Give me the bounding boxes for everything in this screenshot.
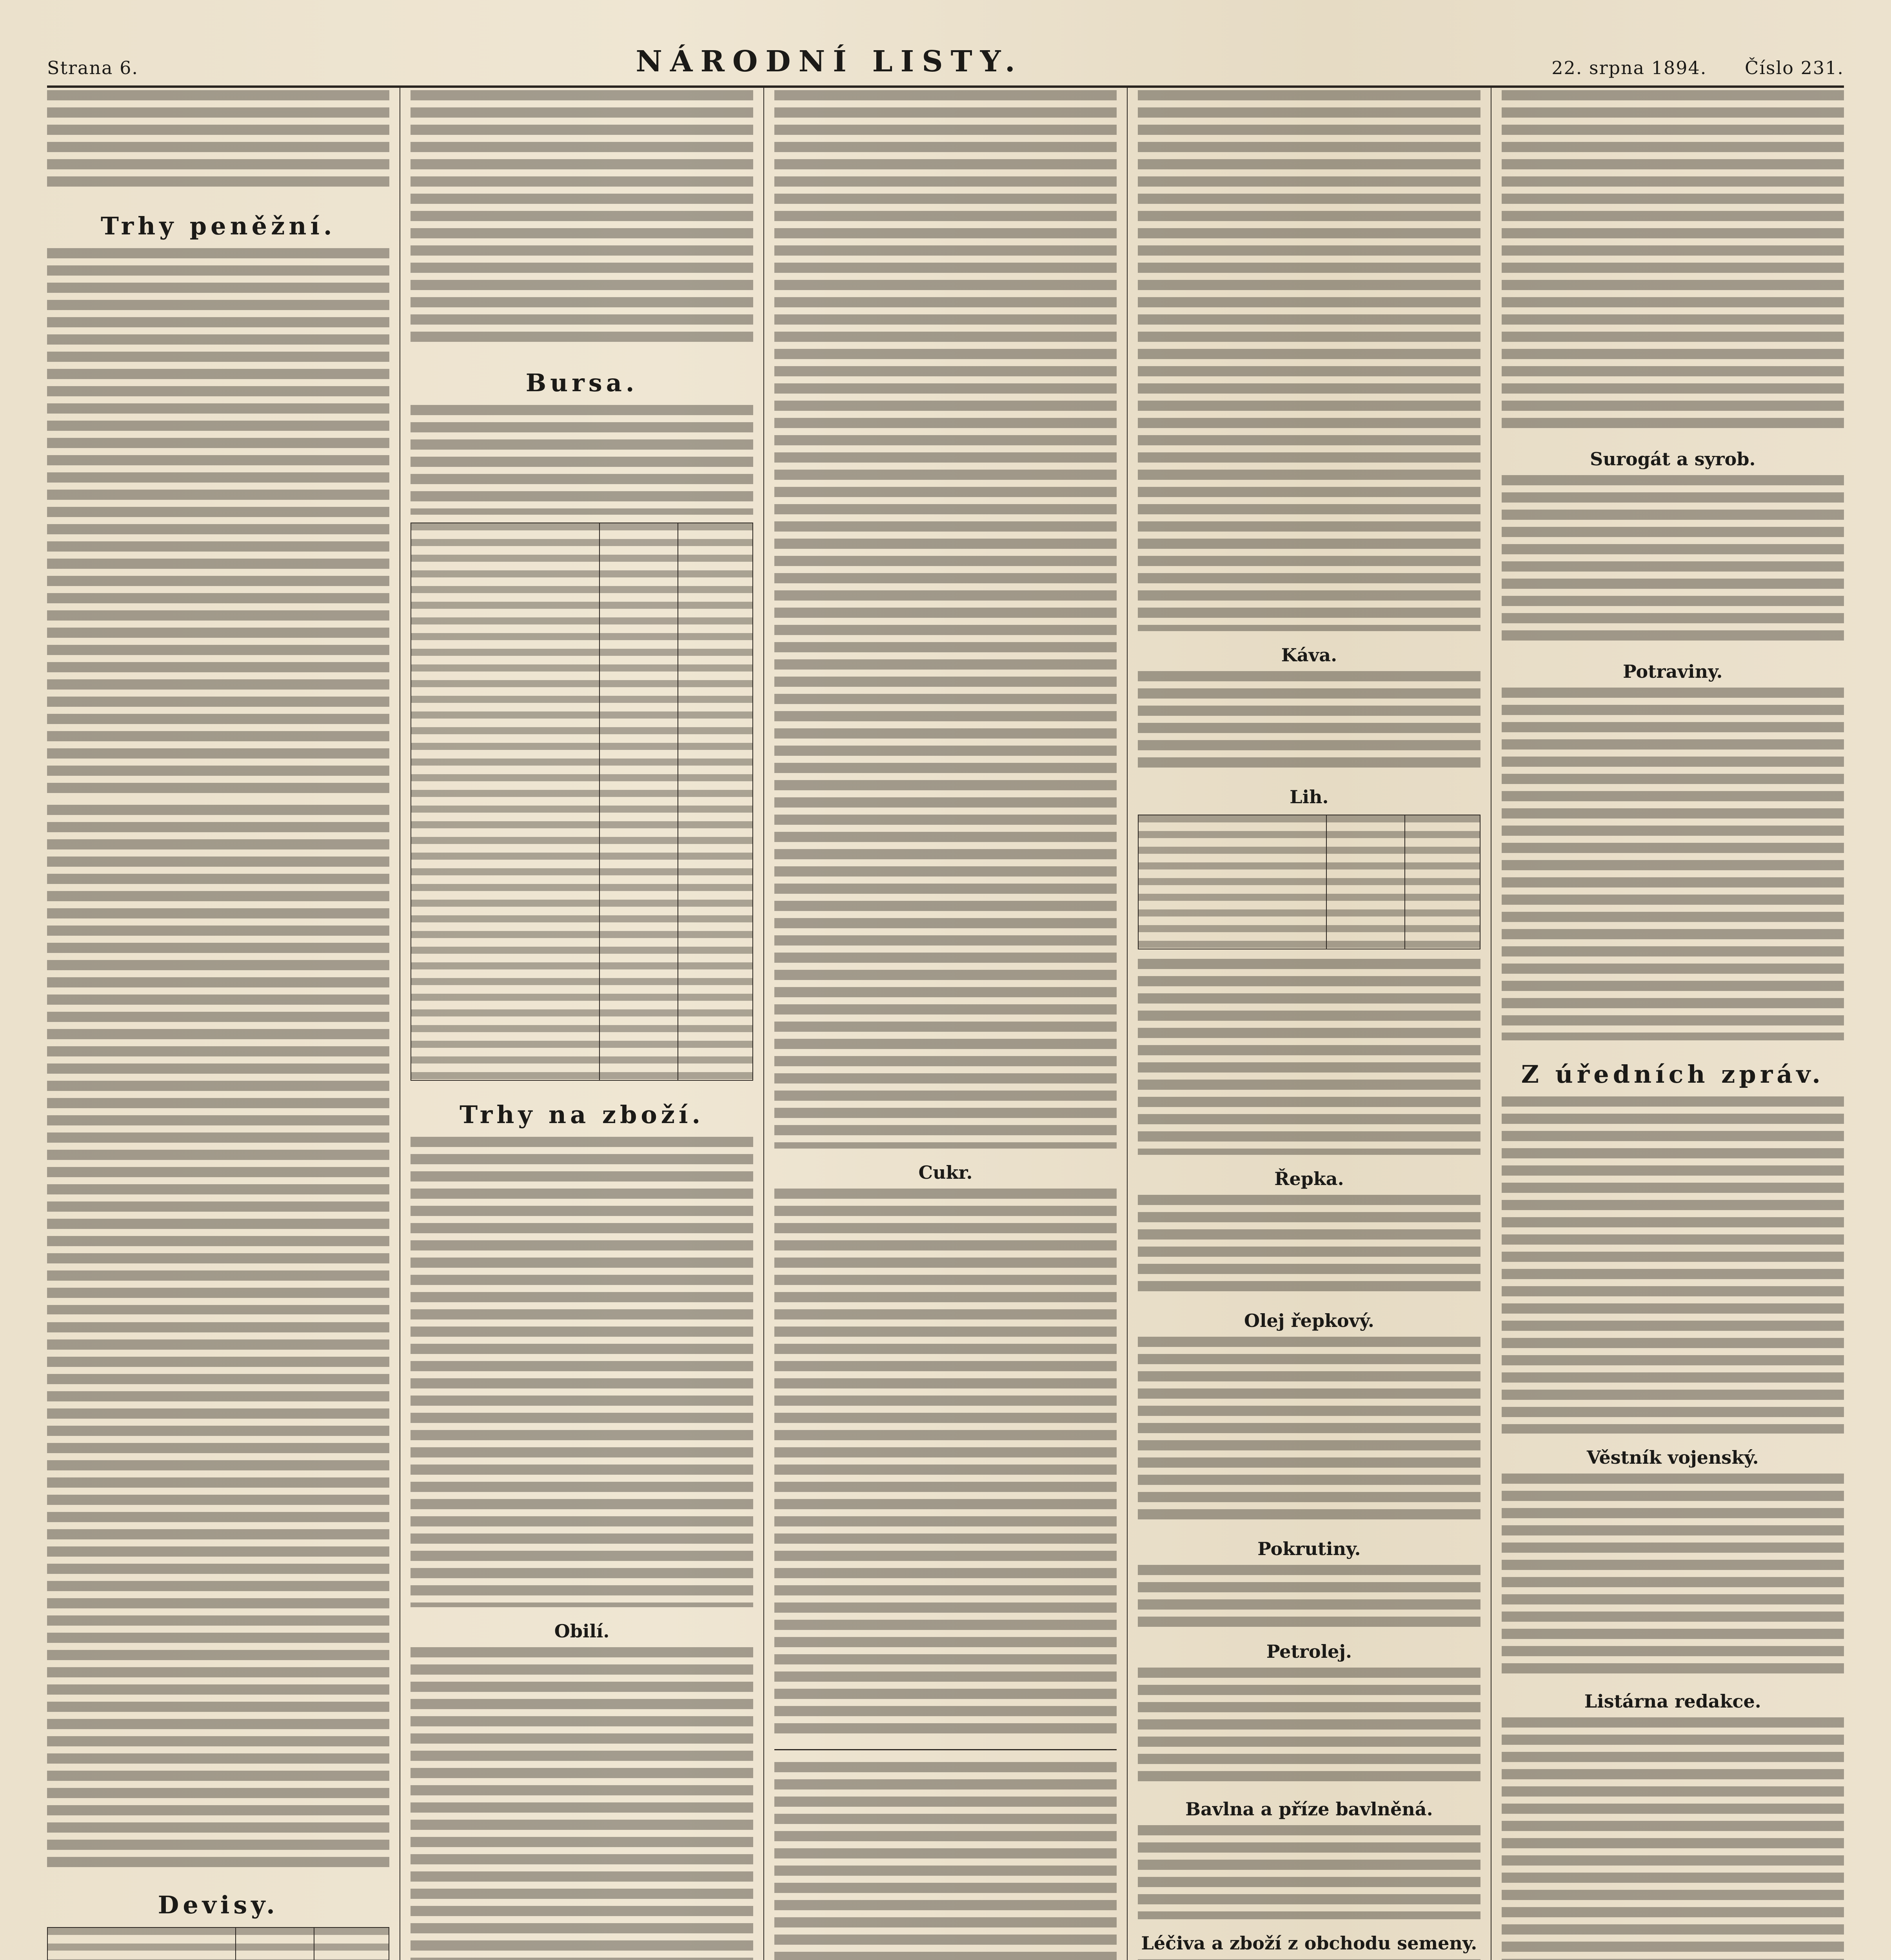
section-heading-devisy: Devisy. <box>158 1891 279 1919</box>
section-heading-trhy-penezni: Trhy peněžní. <box>100 212 336 240</box>
text-block <box>774 1762 1117 1960</box>
section-heading-leciveny: Léčiva a zboží z obchodu semeny. <box>1141 1933 1477 1954</box>
text-block <box>1138 90 1480 631</box>
section-heading-pokrutiny: Pokrutiny. <box>1257 1538 1361 1559</box>
section-heading-repka: Řepka. <box>1274 1168 1344 1189</box>
text-block <box>1502 688 1844 1040</box>
section-heading-obili: Obilí. <box>554 1621 610 1642</box>
divider <box>774 1749 1117 1750</box>
text-block <box>1138 1565 1480 1628</box>
page-number: Strana 6. <box>47 57 138 78</box>
text-block <box>411 90 753 349</box>
column-2 <box>400 86 763 1960</box>
text-block <box>47 90 389 192</box>
text-block <box>1502 1096 1844 1434</box>
masthead-title: NÁRODNÍ LISTY. <box>636 45 1023 78</box>
section-heading-bursa: Bursa. <box>525 368 638 397</box>
text-block <box>1502 475 1844 648</box>
text-block <box>1502 90 1844 435</box>
section-heading-cukr: Cukr. <box>918 1162 973 1183</box>
text-block <box>1138 1668 1480 1785</box>
column-1 <box>47 86 400 1960</box>
issue-date: 22. srpna 1894. <box>1551 57 1707 78</box>
text-block <box>1138 671 1480 773</box>
section-heading-potraviny: Potraviny. <box>1623 661 1723 682</box>
column-4 <box>1127 86 1490 1960</box>
text-block <box>47 1322 389 1871</box>
text-block <box>1138 1825 1480 1919</box>
issue-number: Číslo 231. <box>1745 57 1844 78</box>
section-heading-petrolej: Petrolej. <box>1266 1641 1352 1662</box>
columns <box>47 86 1844 1960</box>
text-block <box>1502 1474 1844 1677</box>
section-heading-vestnik: Věstník vojenský. <box>1586 1447 1759 1468</box>
text-block <box>1138 1337 1480 1525</box>
text-block <box>47 248 389 797</box>
section-heading-kava: Káva. <box>1281 644 1337 666</box>
bursa-table <box>411 523 753 1081</box>
text-block <box>1138 1195 1480 1297</box>
issue-info <box>1520 57 1844 78</box>
text-block <box>1502 1717 1844 1960</box>
page-header <box>47 16 1844 88</box>
text-block <box>47 805 389 1314</box>
section-heading-lih: Lih. <box>1290 786 1329 808</box>
section-heading-olej: Olej řepkový. <box>1244 1310 1374 1331</box>
section-heading-z-uradnich: Z úředních zpráv. <box>1521 1060 1824 1089</box>
section-heading-trhy-na-zbozi: Trhy na zboží. <box>460 1100 705 1129</box>
devisy-table <box>47 1927 389 1960</box>
section-heading-listarna: Listárna redakce. <box>1584 1691 1761 1712</box>
section-heading-surogat: Surogát a syrob. <box>1590 448 1756 470</box>
text-block <box>411 1647 753 1960</box>
text-block <box>411 1137 753 1607</box>
text-block <box>774 90 1117 1149</box>
text-block <box>411 405 753 515</box>
text-block <box>1138 959 1480 1155</box>
lih-table <box>1138 815 1480 949</box>
column-3 <box>763 86 1127 1960</box>
text-block <box>774 1189 1117 1737</box>
section-heading-bavlna: Bavlna a příze bavlněná. <box>1185 1798 1433 1820</box>
column-5 <box>1491 86 1844 1960</box>
